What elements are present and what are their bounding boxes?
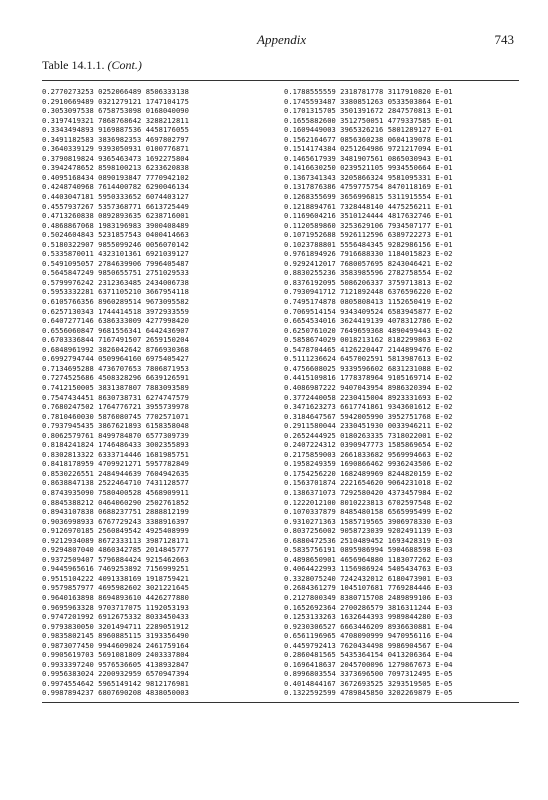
table-row-right: 0.7069514154 9343409524 6583945877 E-02: [284, 306, 453, 316]
table-row-right: 0.1367341343 3205866324 9581095331 E-01: [284, 172, 453, 182]
table-row-right: 0.1562164677 0856360238 0604139078 E-01: [284, 134, 453, 144]
table-row-right: 0.3471623273 6617741861 9343601612 E-02: [284, 402, 453, 412]
table-row-left: 0.9747201992 6912675332 8033450433: [42, 612, 189, 622]
table-row-left: 0.3197419321 7868768642 3288212811: [42, 115, 189, 125]
table-row-right: 0.1253133263 1632644393 9989844280 E-03: [284, 612, 453, 622]
table-row-right: 0.1514174384 0251264986 9721217094 E-01: [284, 144, 453, 154]
table-row-left: 0.4713260838 0892893635 6238716001: [42, 211, 189, 221]
table-row-right: 0.9761894926 7916688330 1184015823 E-02: [284, 249, 453, 259]
table-row-right: 0.7930941712 7121892448 6376596220 E-02: [284, 287, 453, 297]
table-row-right: 0.1218894761 7328448140 4475256211 E-01: [284, 201, 453, 211]
table-row-right: 0.8037256002 9058723039 9202491139 E-03: [284, 526, 453, 536]
table-row-left: 0.9212934089 8672333113 3987128171: [42, 535, 189, 545]
table-row-left: 0.9294807040 4860342785 2014845777: [42, 545, 189, 555]
table-row-left: 0.7937945435 3867621893 6158358048: [42, 421, 189, 431]
table-row-left: 0.8845388212 0464060290 2502761852: [42, 497, 189, 507]
table-top-rule: [42, 80, 519, 81]
table-row-right: 0.6561196965 4708090999 9470956116 E-04: [284, 631, 453, 641]
table-row-left: 0.3053097538 6758753098 0168040090: [42, 106, 189, 116]
table-row-right: 0.9292412017 7680057695 8243046421 E-02: [284, 258, 453, 268]
table-row-right: 0.1652692364 2700286579 3816311244 E-03: [284, 602, 453, 612]
table-caption: [42, 58, 142, 73]
table-row-right: 0.6250761020 7649659368 4890499443 E-02: [284, 325, 453, 335]
table-row-right: 0.3772440058 2230415004 8923331693 E-02: [284, 392, 453, 402]
table-row-left: 0.6992794744 0509964160 6975405427: [42, 354, 189, 364]
table-row-right: 0.1465617939 3481907561 0865030943 E-01: [284, 153, 453, 163]
table-row-left: 0.9579857977 4695982602 3021221645: [42, 583, 189, 593]
table-row-left: 0.9126970185 2560849542 4925408999: [42, 526, 189, 536]
table-row-left: 0.7412150005 3831387807 7883093589: [42, 382, 189, 392]
table-column-right: [284, 87, 453, 698]
page-number: 743: [494, 32, 514, 47]
table-row-right: 0.1655882600 3512750051 4779337585 E-01: [284, 115, 453, 125]
table-row-left: 0.8418178959 4709921271 5957782849: [42, 459, 189, 469]
table-row-right: 0.1120589860 3253629106 7934507177 E-01: [284, 220, 453, 230]
running-header-title: Appendix: [257, 32, 307, 47]
table-row-right: 0.1788555559 2318781778 3117910820 E-01: [284, 87, 453, 96]
table-row-right: 0.8376192095 5086206337 3759713813 E-02: [284, 277, 453, 287]
table-row-left: 0.9873077450 9944609024 2461759164: [42, 640, 189, 650]
table-row-right: 0.1222012100 8010223813 6702597548 E-02: [284, 497, 453, 507]
table-row-right: 0.1696418637 2045700096 1279867673 E-04: [284, 659, 453, 669]
table-row-left: 0.5024604843 5231857543 0400414663: [42, 230, 189, 240]
table-row-left: 0.4557937267 5357368771 6613725449: [42, 201, 189, 211]
table-row-right: 0.7495174878 0805808413 1152650419 E-02: [284, 297, 453, 307]
table-row-right: 0.5478704465 4126220447 2144899476 E-02: [284, 344, 453, 354]
table-caption-label: Table 14.1.1.: [42, 58, 105, 72]
table-row-right: 0.5858674029 0018213162 8182299863 E-02: [284, 335, 453, 345]
table-row-right: 0.6880472536 2510489452 1693428319 E-03: [284, 535, 453, 545]
table-row-left: 0.4403047181 5950333652 6074403127: [42, 192, 189, 202]
table-row-left: 0.6257130343 1744414518 3972933559: [42, 306, 189, 316]
table-row-left: 0.8302813322 6333714446 1681985751: [42, 449, 189, 459]
table-row-right: 0.9230306527 6663446209 8936630881 E-04: [284, 621, 453, 631]
table-row-left: 0.7274525686 4508328296 6639126591: [42, 373, 189, 383]
table-row-right: 0.5111236624 6457002591 5813987613 E-02: [284, 354, 453, 364]
table-row-right: 0.4756608025 9339596602 6831231088 E-02: [284, 363, 453, 373]
table-bottom-rule: [42, 702, 519, 703]
table-row-right: 0.4459792413 7620434498 9986904567 E-04: [284, 640, 453, 650]
table-row-left: 0.4868867068 1983196983 3900408489: [42, 220, 189, 230]
table-row-left: 0.3343494893 9169887536 4458176055: [42, 125, 189, 135]
table-row-left: 0.6105766356 8960289514 9673095582: [42, 297, 189, 307]
table-row-left: 0.9974554642 5965149142 9812176981: [42, 678, 189, 688]
table-row-left: 0.4248740968 7614400782 6290046134: [42, 182, 189, 192]
table-row-left: 0.9036998933 6767729243 3388916397: [42, 516, 189, 526]
table-row-left: 0.8530226551 2484944639 7604942635: [42, 468, 189, 478]
table-row-right: 0.6654534016 3624419139 4078312786 E-02: [284, 316, 453, 326]
table-row-left: 0.3491182583 3836982353 4697802797: [42, 134, 189, 144]
table-row-right: 0.1386371073 7292580420 4373457984 E-02: [284, 487, 453, 497]
table-row-left: 0.3790819824 9365463473 1692275804: [42, 153, 189, 163]
table-row-left: 0.5180322907 9855099246 0056070142: [42, 239, 189, 249]
table-row-right: 0.8830255236 3583985596 2782758554 E-02: [284, 268, 453, 278]
table-row-right: 0.1268355699 3656996815 5311915554 E-01: [284, 192, 453, 202]
table-row-right: 0.1754256220 1682489969 8244820159 E-02: [284, 468, 453, 478]
table-row-left: 0.2770273253 0252066489 8506333138: [42, 87, 189, 96]
table-row-right: 0.4898650901 4656964880 1183077262 E-03: [284, 554, 453, 564]
table-row-right: 0.4086987222 9407043954 8986320394 E-02: [284, 382, 453, 392]
table-row-right: 0.1609449003 3965326216 5801289127 E-01: [284, 125, 453, 135]
table-row-right: 0.1071952688 5926112596 6389722273 E-01: [284, 230, 453, 240]
table-row-left: 0.8743935090 7580400528 4568909911: [42, 487, 189, 497]
table-row-right: 0.4064422993 1156986924 5405434763 E-03: [284, 564, 453, 574]
table-row-right: 0.1745593487 3380851263 0533503864 E-01: [284, 96, 453, 106]
table-row-left: 0.5335870011 4323101361 6921039127: [42, 249, 189, 259]
table-row-left: 0.3640339129 9393050931 0100776871: [42, 144, 189, 154]
table-row-right: 0.1958249359 1690866462 9936243506 E-02: [284, 459, 453, 469]
table-caption-continued: (Cont.): [107, 58, 142, 72]
table-column-left: [42, 87, 189, 698]
table-row-left: 0.9835802145 8960885115 3193356490: [42, 631, 189, 641]
table-row-left: 0.8062579761 8499784870 6577309739: [42, 430, 189, 440]
table-row-right: 0.2407224312 0390947773 1585869654 E-02: [284, 440, 453, 450]
table-row-left: 0.6556060847 9681556341 6442436907: [42, 325, 189, 335]
table-row-left: 0.4095168434 0890193847 7770942102: [42, 172, 189, 182]
table-row-left: 0.3942478652 8598100213 6233620838: [42, 163, 189, 173]
table-row-left: 0.6407277146 6386333009 4277998420: [42, 316, 189, 326]
table-row-left: 0.9905619703 5691081809 2403337804: [42, 650, 189, 660]
table-row-left: 0.2910669489 0321279121 1747104175: [42, 96, 189, 106]
table-row-left: 0.5645847249 9850655751 2751029533: [42, 268, 189, 278]
table-row-right: 0.1169604216 3510124444 4817632746 E-01: [284, 211, 453, 221]
table-row-right: 0.1070337879 8485480158 6565995499 E-02: [284, 507, 453, 517]
table-row-right: 0.4415109816 1778378964 9105169714 E-02: [284, 373, 453, 383]
table-row-left: 0.7810460030 5876080745 7702571071: [42, 411, 189, 421]
table-row-left: 0.5799976242 2312363485 2434006738: [42, 277, 189, 287]
table-row-left: 0.9372509407 5796884424 9215462663: [42, 554, 189, 564]
table-row-left: 0.9445965616 7469253892 7156999251: [42, 564, 189, 574]
table-row-left: 0.9933397240 9576536605 4138932847: [42, 659, 189, 669]
table-row-right: 0.4014844167 3672693525 3293519505 E-05: [284, 678, 453, 688]
table-row-left: 0.6848961992 3826042642 8766930368: [42, 344, 189, 354]
table-row-left: 0.7680247502 1764776721 3955739978: [42, 402, 189, 412]
table-row-right: 0.5835756191 0895986994 5904688598 E-03: [284, 545, 453, 555]
table-row-right: 0.2652444925 0180263335 7318022001 E-02: [284, 430, 453, 440]
table-row-right: 0.1416630250 0239521105 9934550664 E-01: [284, 163, 453, 173]
table-row-left: 0.7134695288 4736707653 7806871953: [42, 363, 189, 373]
table-row-right: 0.3328075240 7242432012 6180473901 E-03: [284, 573, 453, 583]
table-row-right: 0.1023788801 5556484345 9282986156 E-01: [284, 239, 453, 249]
table-row-left: 0.5953332281 6371105210 3667954118: [42, 287, 189, 297]
table-row-left: 0.9987894237 6807690208 4838050003: [42, 688, 189, 698]
table-row-right: 0.1563701874 2221654620 9064231018 E-02: [284, 478, 453, 488]
table-row-left: 0.5491095057 2784639906 7996405487: [42, 258, 189, 268]
table-row-left: 0.6703336844 7167491507 2659150204: [42, 335, 189, 345]
table-row-right: 0.1322592599 4789845850 3202269879 E-05: [284, 688, 453, 698]
table-row-left: 0.9515104222 4091338169 1918759421: [42, 573, 189, 583]
table-row-right: 0.2175859003 2661833682 9569994663 E-02: [284, 449, 453, 459]
table-row-left: 0.9640163898 8694893610 4426277880: [42, 592, 189, 602]
table-row-right: 0.2127800349 8380715708 2489899106 E-03: [284, 592, 453, 602]
table-row-left: 0.8184241824 1746486433 3002355893: [42, 440, 189, 450]
table-row-right: 0.1701315705 3501391672 2847570813 E-01: [284, 106, 453, 116]
table-row-right: 0.2684361279 1045107681 7769284446 E-03: [284, 583, 453, 593]
table-row-right: 0.2860481565 5435364154 0413206364 E-04: [284, 650, 453, 660]
table-row-right: 0.1317876386 4759775754 8470118169 E-01: [284, 182, 453, 192]
table-row-left: 0.9793830050 3201494711 2289051912: [42, 621, 189, 631]
table-row-left: 0.9956383024 2200932959 6570947394: [42, 669, 189, 679]
table-row-right: 0.3184647567 5942005990 3952751768 E-02: [284, 411, 453, 421]
table-row-left: 0.8638847138 2522464710 7431128577: [42, 478, 189, 488]
running-header: [0, 32, 548, 50]
table-row-right: 0.8996803554 3373696500 7097312495 E-05: [284, 669, 453, 679]
table-row-left: 0.9695963328 9703717075 1192053193: [42, 602, 189, 612]
table-row-left: 0.8943107838 0688237751 2888812199: [42, 507, 189, 517]
table-row-left: 0.7547434451 8630738731 6274747579: [42, 392, 189, 402]
table-row-right: 0.9310271363 1585719565 3906978330 E-03: [284, 516, 453, 526]
table-row-right: 0.2911580044 2330451930 0033946211 E-02: [284, 421, 453, 431]
